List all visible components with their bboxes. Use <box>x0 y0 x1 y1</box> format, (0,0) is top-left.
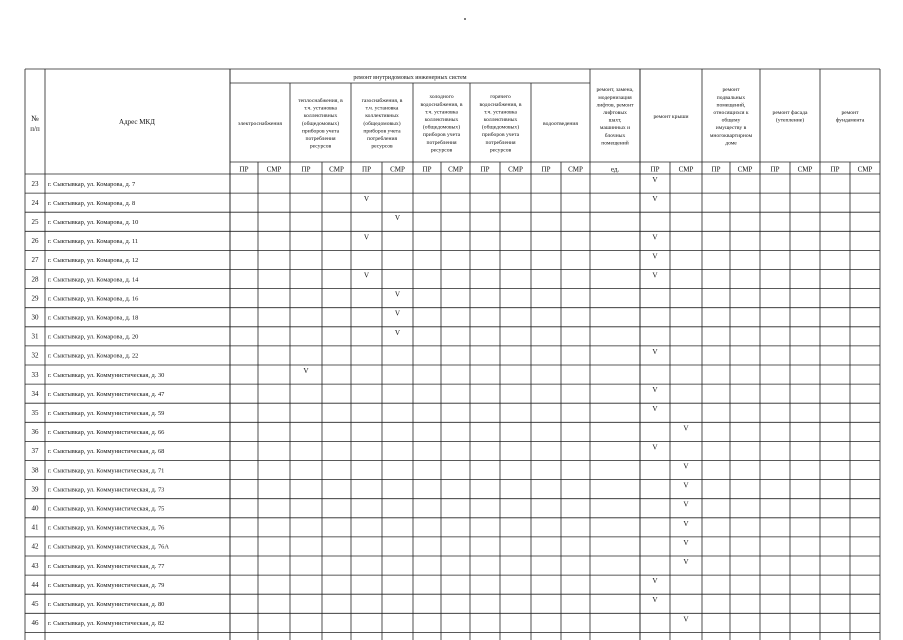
row-address: г. Сыктывкар, ул. Коммунистическая, д. 66 <box>48 429 165 437</box>
row-number: 44 <box>31 580 39 589</box>
row-address: г. Сыктывкар, ул. Коммунистическая, д. 82 <box>48 620 165 628</box>
row-address: г. Сыктывкар, ул. Комарова, д. 12 <box>48 257 139 265</box>
column-header-base: многоквартирном <box>709 132 753 139</box>
column-header-base: относящихся к <box>713 109 749 116</box>
column-header-hot: ресурсов <box>489 147 512 154</box>
pr-label: ПР <box>239 165 249 174</box>
column-header-base: помещений, <box>716 102 746 109</box>
row-address: г. Сыктывкар, ул. Комарова, д. 7 <box>48 180 136 188</box>
column-header-heat: т.ч. установка <box>304 105 337 112</box>
work-mark-roof_pr: V <box>652 405 658 414</box>
work-mark-roof_pr: V <box>652 195 658 204</box>
row-number: 43 <box>31 561 39 570</box>
row-address: г. Сыктывкар, ул. Коммунистическая, д. 30 <box>48 371 165 379</box>
num-header: № <box>31 114 39 123</box>
smr-label: СМР <box>390 165 405 174</box>
row-number: 28 <box>31 275 39 284</box>
row-address: г. Сыктывкар, ул. Комарова, д. 8 <box>48 199 136 207</box>
column-header-cold: холодного <box>429 94 454 101</box>
column-header-lift: блочных <box>604 132 626 139</box>
column-header-hot: приборов учета <box>481 132 520 139</box>
pr-label: ПР <box>541 165 551 174</box>
column-header-cold: потребления <box>426 139 457 146</box>
row-address: г. Сыктывкар, ул. Коммунистическая, д. 76А <box>48 543 169 551</box>
work-mark-heat_pr: V <box>303 367 309 376</box>
row-number: 33 <box>31 370 39 379</box>
column-header-cold: водоснабжения, в <box>420 101 463 108</box>
smr-label: СМР <box>568 165 583 174</box>
column-header-gas: (общедомовых) <box>363 120 401 127</box>
column-header-cold: коллективных <box>424 116 459 123</box>
row-address: г. Сыктывкар, ул. Коммунистическая, д. 76 <box>48 524 165 532</box>
work-mark-gas_smr: V <box>394 290 401 299</box>
row-address: г. Сыктывкар, ул. Коммунистическая, д. 75 <box>48 505 165 513</box>
work-mark-roof_smr: V <box>683 558 689 567</box>
column-header-lift: лифтовых <box>603 109 627 116</box>
column-header-base: ремонт <box>722 87 740 94</box>
work-mark-roof_pr: V <box>652 176 658 185</box>
row-number: 38 <box>31 466 39 475</box>
pr-label: ПР <box>830 165 840 174</box>
row-address: г. Сыктывкар, ул. Комарова, д. 22 <box>48 352 139 360</box>
row-address: г. Сыктывкар, ул. Комарова, д. 18 <box>48 314 139 322</box>
row-number: 24 <box>31 198 39 207</box>
work-mark-roof_smr: V <box>683 481 689 490</box>
row-address: г. Сыктывкар, ул. Коммунистическая, д. 77 <box>48 562 165 570</box>
column-header-gas: потребления <box>366 135 398 142</box>
group-header: ремонт внутридомовых инженерных систем <box>353 75 467 81</box>
column-header-cold: ресурсов <box>430 147 453 154</box>
smr-label: СМР <box>737 165 753 174</box>
smr-label: СМР <box>857 165 873 174</box>
row-number: 29 <box>31 294 39 303</box>
row-number: 40 <box>31 504 39 513</box>
column-header-heat: приборов учета <box>301 128 340 135</box>
column-header-found: ремонт <box>841 109 859 116</box>
work-mark-roof_pr: V <box>652 233 658 242</box>
work-mark-gas_pr: V <box>363 271 370 280</box>
row-address: г. Сыктывкар, ул. Комарова, д. 16 <box>48 295 139 303</box>
pr-label: ПР <box>480 165 490 174</box>
column-header-base: имуществу в <box>715 125 747 132</box>
column-header-roof: ремонт крыши <box>653 113 689 120</box>
column-header-facade: ремонт фасада <box>772 109 808 116</box>
work-mark-roof_smr: V <box>683 424 689 433</box>
column-header-lift: шахт, <box>608 117 622 124</box>
column-header-heat: потребления <box>305 135 336 142</box>
column-header-gas: ресурсов <box>371 143 393 150</box>
row-number: 37 <box>31 447 39 456</box>
pr-label: ПР <box>301 165 311 174</box>
smr-label: СМР <box>678 165 694 174</box>
column-header-elec: электроснабжения <box>238 120 282 127</box>
num-header: п/п <box>30 125 40 133</box>
column-header-gas: приборов учета <box>363 128 401 135</box>
row-address: г. Сыктывкар, ул. Коммунистическая, д. 71 <box>48 467 165 475</box>
work-mark-roof_pr: V <box>652 596 658 605</box>
row-number: 27 <box>31 256 39 265</box>
column-header-lift: ремонт, замена, <box>596 87 634 94</box>
column-header-cold: приборов учета <box>422 132 461 139</box>
smr-label: СМР <box>266 165 282 174</box>
row-number: 31 <box>31 332 39 341</box>
work-mark-gas_smr: V <box>394 214 401 223</box>
work-mark-roof_pr: V <box>652 271 658 280</box>
row-address: г. Сыктывкар, ул. Коммунистическая, д. 80 <box>48 601 165 609</box>
row-number: 36 <box>31 428 39 437</box>
work-mark-roof_smr: V <box>683 615 689 624</box>
column-header-heat: коллективных <box>303 113 338 120</box>
column-header-gas: т.ч. установка <box>365 105 399 112</box>
work-mark-roof_smr: V <box>683 462 689 471</box>
column-header-heat: ресурсов <box>309 143 332 150</box>
column-header-facade: (утепление) <box>775 117 805 124</box>
work-mark-gas_smr: V <box>394 309 401 318</box>
column-header-heat: теплоснабжения, в <box>298 97 343 104</box>
smr-label: СМР <box>448 165 463 174</box>
row-address: г. Сыктывкар, ул. Коммунистическая, д. 59 <box>48 410 165 418</box>
column-header-heat: (общедомовых) <box>301 120 340 127</box>
row-address: г. Сыктывкар, ул. Комарова, д. 20 <box>48 333 139 341</box>
row-number: 46 <box>31 619 39 628</box>
row-number: 42 <box>31 542 39 551</box>
pr-label: ПР <box>362 165 371 174</box>
row-address: г. Сыктывкар, ул. Коммунистическая, д. 79 <box>48 581 165 589</box>
row-number: 41 <box>31 523 39 532</box>
pr-label: ПР <box>422 165 432 174</box>
row-number: 32 <box>31 351 39 360</box>
work-mark-roof_pr: V <box>652 347 658 356</box>
column-header-hot: горячего <box>490 94 511 101</box>
work-mark-gas_smr: V <box>394 328 401 337</box>
row-number: 39 <box>31 485 39 494</box>
column-header-lift: помещений <box>601 140 629 147</box>
column-header-hot: водоснабжения, в <box>479 101 522 108</box>
work-mark-roof_pr: V <box>652 577 658 586</box>
row-number: 34 <box>31 389 39 398</box>
row-address: г. Сыктывкар, ул. Коммунистическая, д. 47 <box>48 390 165 398</box>
column-header-gas: газоснабжения, в <box>361 97 403 104</box>
pr-label: ПР <box>650 165 660 174</box>
column-header-drain: водоотведения <box>543 120 578 127</box>
row-number: 23 <box>31 179 39 188</box>
pr-label: ПР <box>770 165 780 174</box>
unit-label: ед. <box>610 165 620 174</box>
row-number: 30 <box>31 313 39 322</box>
row-address: г. Сыктывкар, ул. Комарова, д. 10 <box>48 219 139 227</box>
column-header-lift: модернизация <box>598 94 632 101</box>
pr-label: ПР <box>711 165 721 174</box>
work-mark-roof_pr: V <box>652 443 658 452</box>
row-number: 35 <box>31 409 39 418</box>
work-mark-roof_smr: V <box>683 519 689 528</box>
row-address: г. Сыктывкар, ул. Коммунистическая, д. 68 <box>48 448 165 456</box>
work-mark-roof_smr: V <box>683 538 689 547</box>
column-header-lift: лифтов, ремонт <box>596 102 634 109</box>
row-number: 45 <box>31 600 39 609</box>
column-header-hot: т.ч. установка <box>484 109 517 116</box>
address-header: Адрес МКД <box>119 118 155 126</box>
work-mark-gas_pr: V <box>363 233 370 242</box>
work-mark-gas_pr: V <box>363 195 370 204</box>
work-mark-roof_pr: V <box>652 252 658 261</box>
smr-label: СМР <box>329 165 344 174</box>
column-header-base: общему <box>721 117 741 124</box>
column-header-base: подвальных <box>716 94 746 101</box>
work-mark-roof_smr: V <box>683 500 689 509</box>
column-header-hot: коллективных <box>483 116 518 123</box>
column-header-lift: машинных и <box>599 125 631 132</box>
row-address: г. Сыктывкар, ул. Коммунистическая, д. 73 <box>48 486 165 494</box>
row-address: г. Сыктывкар, ул. Комарова, д. 11 <box>48 238 139 246</box>
column-header-found: фундамента <box>835 117 865 124</box>
row-address: г. Сыктывкар, ул. Комарова, д. 14 <box>48 276 139 284</box>
column-header-cold: (общедомовых) <box>422 124 461 131</box>
smr-label: СМР <box>508 165 523 174</box>
column-header-cold: т.ч. установка <box>425 109 458 116</box>
work-mark-roof_pr: V <box>652 386 658 395</box>
column-header-hot: потребления <box>485 139 516 146</box>
smr-label: СМР <box>797 165 813 174</box>
column-header-gas: коллективных <box>365 113 399 120</box>
column-header-base: доме <box>725 140 737 147</box>
row-number: 26 <box>31 237 39 246</box>
row-number: 25 <box>31 218 39 227</box>
column-header-hot: (общедомовых) <box>481 124 520 131</box>
